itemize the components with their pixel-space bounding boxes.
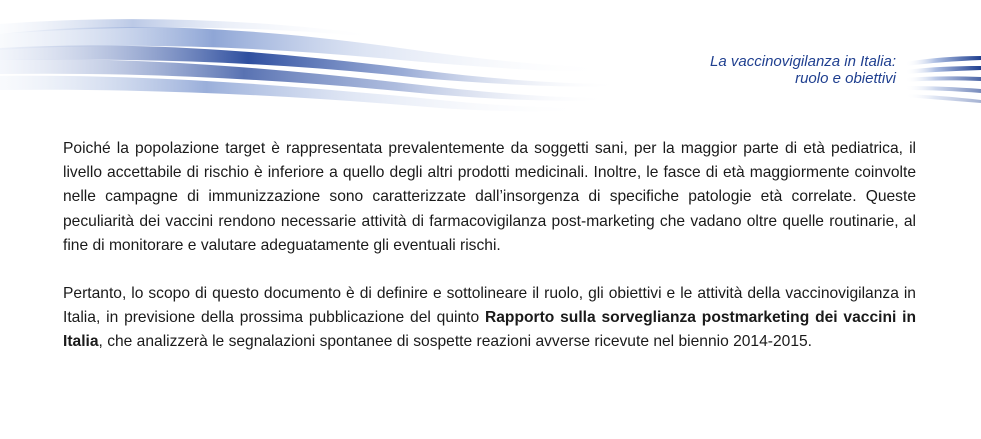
running-head (600, 53, 896, 87)
paragraph-1: Poiché la popolazione target è rappresentata prevalentemente da soggetti sani, per la maggior parte di età pediatrica, il livello accettabile di rischio è inferiore a quello degli altri prodotti medicinali. Inoltre, le fasce di età maggiormente coinvolte nelle campagne di immunizzazione sono caratterizzate dall’insorgenza di specifiche patologie età correlate. Queste peculiarità dei vaccini rendono necessarie attività di farmacovigilanza post-marketing che vadano oltre quelle routinarie, al fine di monitorare e valutare adeguatamente gli eventuali rischi. (63, 140, 916, 254)
running-head-line-1: La vaccinovigilanza in Italia: (710, 53, 896, 70)
paragraph-2-text-after: , che analizzerà le segnalazioni spontanee di sospette reazioni avverse ricevute nel biennio 2014-2015. (98, 333, 812, 351)
paragraph-2-text-before: Pertanto, lo scopo di questo documento è di definire e sottolineare il ruolo, gli obiettivi e le attività della vaccinovigilanza in Italia, in previsione della prossima pubblicazione del quinto (63, 285, 916, 327)
body-text (63, 137, 916, 379)
running-head-line-2: ruolo e obiettivi (795, 70, 896, 87)
report-title-bold: Rapporto sulla sorveglianza postmarketing dei vaccini in Italia (63, 309, 916, 351)
paragraph-2 (63, 282, 916, 355)
